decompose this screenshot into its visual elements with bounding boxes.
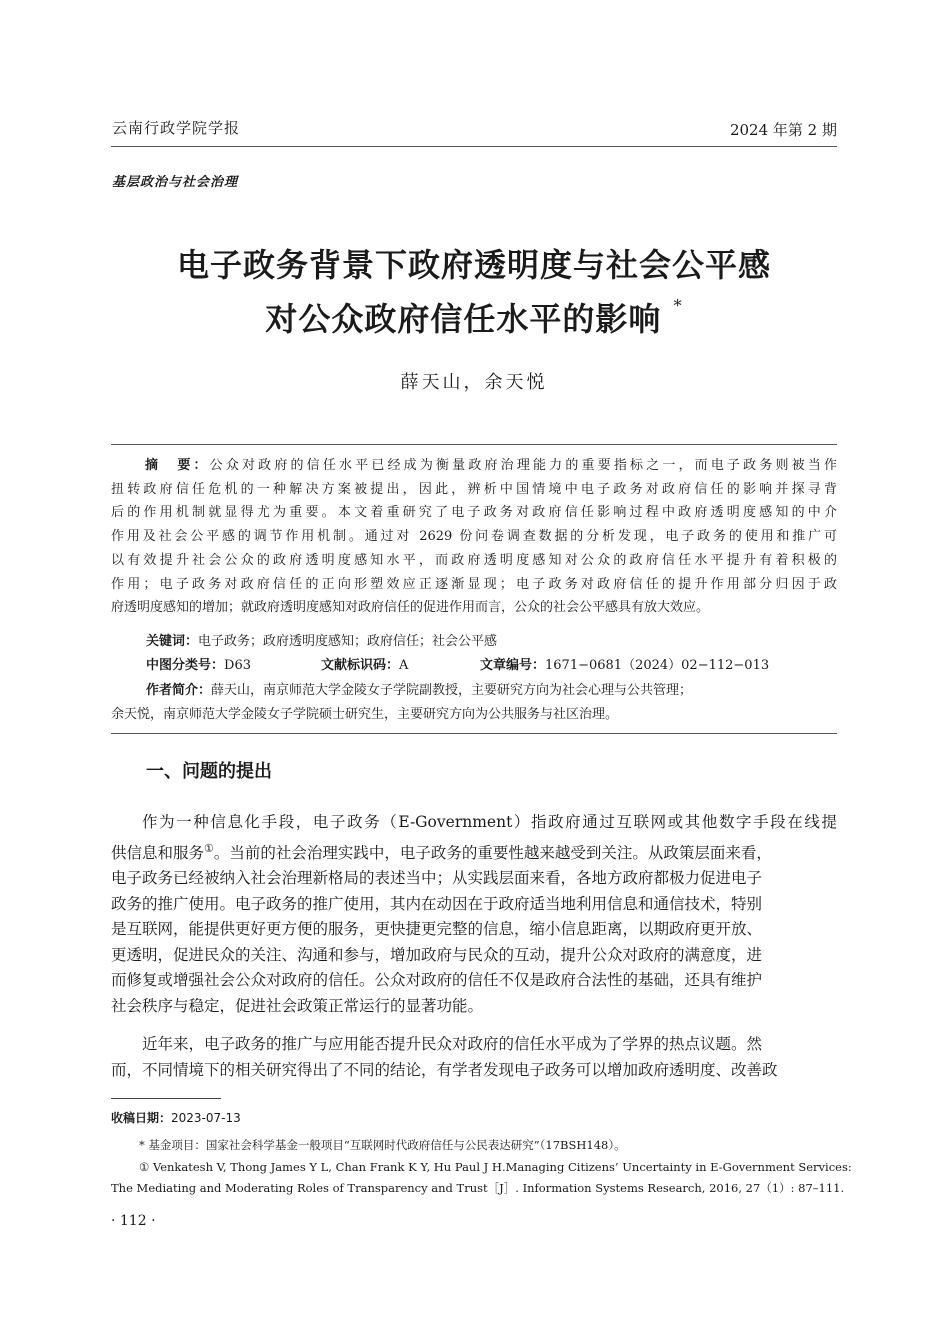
abstract-line: 府透明度感知的增加；就政府透明度感知对政府信任的促进作用而言，公众的社会公平感具有放大效应。 xyxy=(111,600,710,616)
abstract-line xyxy=(111,454,837,478)
body-text: 。当前的社会治理实践中，电子政务的重要性越来越受到关注。从政策层面来看， xyxy=(213,843,772,862)
clc-value: D63 xyxy=(224,658,251,673)
keywords-value: 电子政务；政府透明度感知；政府信任；社会公平感 xyxy=(198,634,498,649)
body-line: 政务的推广使用。电子政务的推广使用，其内在动因在于政府适当地利用信息和通信技术，特别 xyxy=(111,894,763,913)
received-label: 收稿日期： xyxy=(111,1111,172,1125)
author-note xyxy=(111,679,837,726)
footnote-rule xyxy=(111,1098,221,1099)
article-id-label: 文章编号： xyxy=(480,658,546,673)
body-line: 而修复或增强社会公众对政府的信任。公众对政府的信任不仅是政府合法性的基础，还具有维护 xyxy=(111,971,763,990)
author-note-text-1: 薛天山，南京师范大学金陵女子学院副教授，主要研究方向为社会心理与公共管理； xyxy=(211,683,693,698)
clc-field xyxy=(146,654,321,673)
body-line: 近年来，电子政务的推广与应用能否提升民众对政府的信任水平成为了学界的热点议题。然 xyxy=(142,1035,763,1053)
abstract-rule-top xyxy=(111,444,837,445)
abstract-line: 作用及社会公平感的调节作用机制。通过对 2629 份问卷调查数据的分析发现，电子政务的使用和推广可 xyxy=(111,529,837,545)
journal-name: 云南行政学院学报 xyxy=(112,119,241,137)
doc-code-value: A xyxy=(399,658,409,673)
page-number: · 112 · xyxy=(111,1213,156,1229)
paragraph-2 xyxy=(111,1032,837,1083)
body-line: 更透明，促进民众的关注、沟通和参与，增加政府与民众的互动，提升公众对政府的满意度，进 xyxy=(111,945,763,964)
abstract-line: 后的作用机制就显得尤为重要。本文着重研究了电子政务对政府信任影响过程中政府透明度感知的中介 xyxy=(111,505,837,521)
author-note-label: 作者简介： xyxy=(146,683,212,698)
abstract-rule-bottom xyxy=(111,733,837,734)
issue-label: 2024 年第 2 期 xyxy=(729,121,837,139)
title-line-2-text: 对公众政府信任水平的影响 xyxy=(265,300,662,338)
body-line: 社会秩序与稳定，促进社会政策正常运行的显著功能。 xyxy=(111,996,484,1015)
abstract-label: 摘 要： xyxy=(145,458,210,473)
title-line-2 xyxy=(111,294,837,340)
section-heading: 一、问题的提出 xyxy=(146,761,272,782)
author-note-line xyxy=(111,679,837,703)
title-footnote-mark: * xyxy=(673,296,683,315)
footnote-ref-1[interactable]: ① xyxy=(204,841,214,855)
fund-note: * 基金项目：国家社会科学基金一般项目“互联网时代政府信任与公民表达研究”（17BSH148）。 xyxy=(139,1138,626,1152)
body-line: 电子政务已经被纳入社会治理新格局的表述当中；从实践层面来看，各地方政府都极力促进电子 xyxy=(111,869,763,888)
reference-line-2: The Mediating and Moderating Roles of Transparency and Trust［J］. Information Systems Research, 2016, 27（1）: 87–111. xyxy=(111,1181,845,1195)
authors: 薛天山，余天悦 xyxy=(400,372,548,393)
title-line-1: 电子政务背景下政府透明度与社会公平感 xyxy=(176,246,771,284)
author-note-line: 余天悦，南京师范大学金陵女子学院硕士研究生，主要研究方向为公共服务与社区治理。 xyxy=(111,706,619,722)
received-date xyxy=(111,1109,241,1126)
reference-footnote xyxy=(111,1157,852,1199)
body-line xyxy=(111,836,837,867)
article-id-value: 1671−0681（2024）02−112−013 xyxy=(545,658,770,673)
body-line: 是互联网，能提供更好更方便的服务，更快捷更完整的信息，缩小信息距离，以期政府更开放、 xyxy=(111,920,763,939)
abstract-line: 扭转政府信任危机的一种解决方案被提出，因此，辨析中国情境中电子政务对政府信任的影响并探寻背 xyxy=(111,481,837,497)
reference-line-1: ① Venkatesh V, Thong James Y L, Chan Frank K Y, Hu Paul J H.Managing Citizens’ Uncertainty in E-Government Services: xyxy=(139,1160,852,1174)
abstract-text: 公众对政府的信任水平已经成为衡量政府治理能力的重要指标之一，而电子政务则被当作 xyxy=(209,458,837,473)
abstract xyxy=(111,454,837,620)
clc-label: 中图分类号： xyxy=(146,658,225,673)
received-value: 2023-07-13 xyxy=(171,1111,241,1125)
body-text: 供信息和服务 xyxy=(111,843,205,862)
paragraph-1 xyxy=(111,810,837,1019)
section-tag: 基层政治与社会治理 xyxy=(112,175,239,190)
header-rule xyxy=(111,146,837,147)
abstract-line: 以有效提升社会公众的政府透明度感知水平，而政府透明度感知对公众的政府信任水平提升有着积极的 xyxy=(111,552,837,568)
keywords-label: 关键词： xyxy=(146,634,199,649)
doc-code-label: 文献标识码： xyxy=(321,658,400,673)
body-line: 作为一种信息化手段，电子政务（E-Government）指政府通过互联网或其他数字手段在线提 xyxy=(142,813,837,831)
article-id-field xyxy=(480,654,769,673)
keywords xyxy=(146,630,497,649)
body-line: 而，不同情境下的相关研究得出了不同的结论，有学者发现电子政务可以增加政府透明度、改善政 xyxy=(111,1060,778,1079)
doc-code-field xyxy=(321,654,480,673)
classification-line xyxy=(146,654,769,673)
abstract-line: 作用；电子政务对政府信任的正向形塑效应正逐渐显现；电子政务对政府信任的提升作用部分归因于政 xyxy=(111,576,837,592)
